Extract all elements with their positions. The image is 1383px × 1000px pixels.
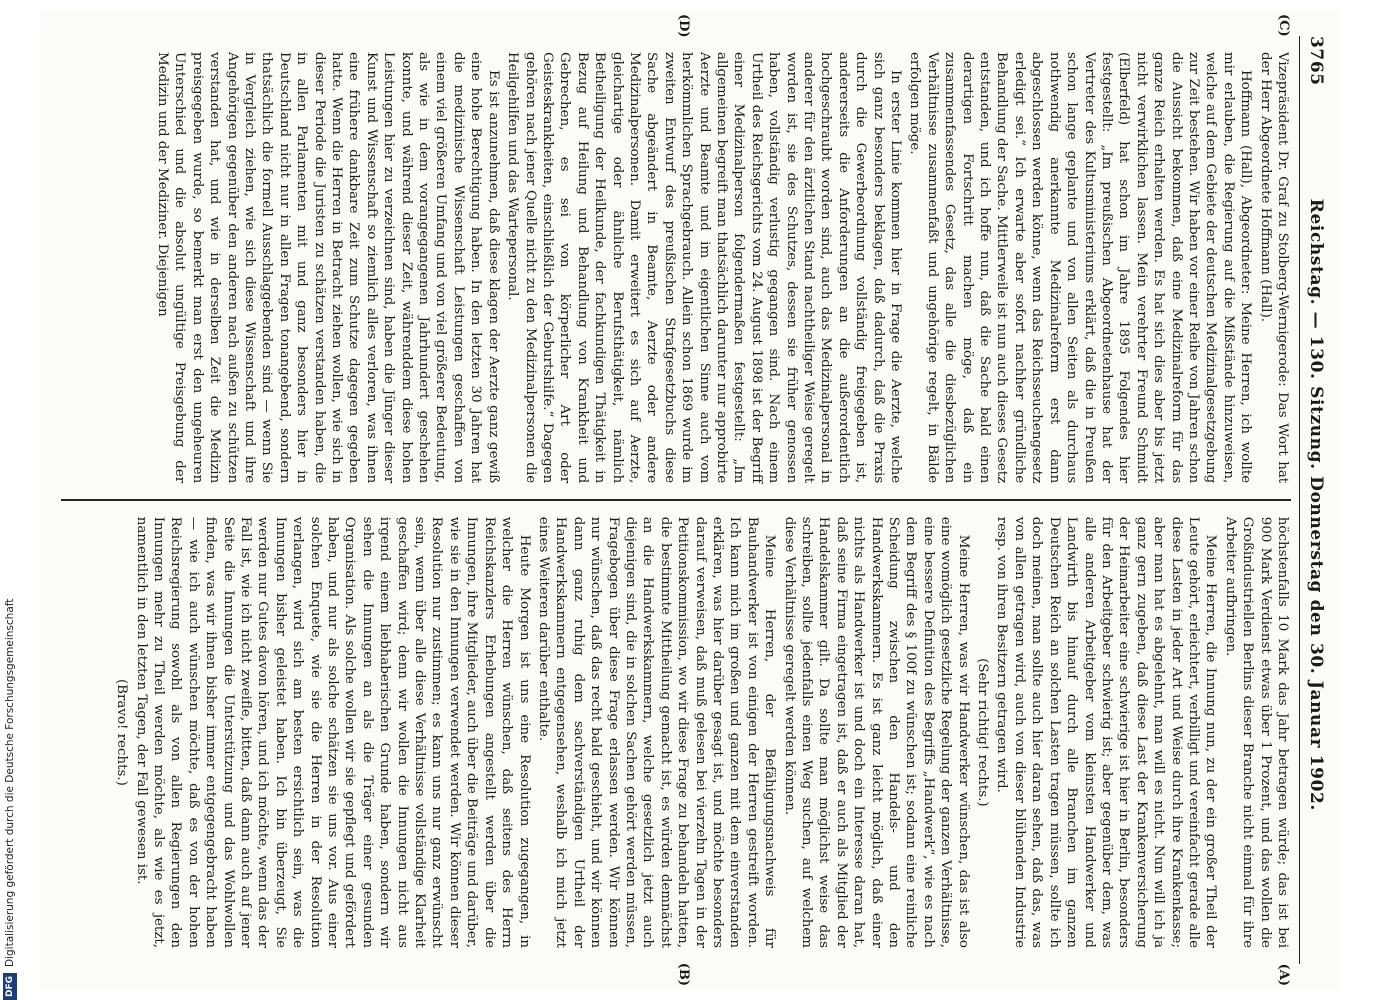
header-rule bbox=[1299, 36, 1300, 964]
page-title: Reichstag. — 130. Sitzung. Donnerstag den 30. Januar 1902. bbox=[1306, 198, 1326, 811]
interjection: (Bravo! rechts.) bbox=[114, 678, 130, 786]
paragraph: Vizepräsident Dr. Graf zu Stolberg-Wernigerode: Das Wort hat der Herr Abgeordnete Hoffmann (Hall). bbox=[1257, 52, 1290, 484]
column-left bbox=[61, 36, 1291, 499]
paragraph: Meine Herren, was wir Handwerker wünschen, das ist also eine womöglich gesetzliche Regelung der ganzen Verhältnisse, eine bessere Definition des Begriffs „Handwerk“, wie es nach dem Begriff des § 100f zu wünschen ist; sodann eine reinliche Scheidung zwischen den Handels- und den Handwerkskammern. Es ist ganz leicht möglich, daß einer nichts als Handwerker ist und doch ein Interesse daran hat, daß seine Firma eingetragen ist, daß er auch als Mitglied der Handelskammer gilt. Da sollte man möglichst weise das schreiben, sollte jedenfalls einen Weg suchen, auf welchem diese Verhältnisse geregelt werden können. bbox=[781, 516, 971, 948]
credit-text: Digitalisierung gefördert durch die Deutsche Forschungsgemeinschaft bbox=[4, 598, 16, 967]
credit-line bbox=[2, 0, 18, 1000]
interjection: (Sehr richtig! rechts.) bbox=[975, 658, 991, 807]
page-number: 3765 bbox=[1306, 36, 1326, 86]
paragraph: Meine Herren, die Innung nun, zu der ein großer Theil der Leute gehört, erleichtert, verbilligt und vereinfacht gerade alle diese Lasten in jeder Art und Weise durch ihre Krankenkasse; aber man hat es abgelehnt, man will es nicht. Nun will ich ja ganz gern zugeben, daß diese Last der Krankenversicherung der Heimarbeiter eine schwierige ist hier in Berlin, besonders für den Arbeitgeber schwierig ist; aber gegenüber dem, was alle anderen Arbeitgeber vom kleinsten Handwerker und Landwirth bis hinauf durch alle Branchen im ganzen Deutschen Reich an solchen Lasten tragen müssen, sollte ich doch meinen, man sollte auch hier daran sehen, daß das, was von allen getragen wird, auch von dieser blühenden Industrie resp. von ihren Besitzern getragen wird. bbox=[994, 516, 1219, 948]
margin-mark-c: (C) bbox=[1276, 14, 1291, 37]
margin-mark-a: (A) bbox=[1276, 963, 1291, 986]
paragraph: Es ist anzunehmen, daß diese klagen der Aerzte ganz gewiß eine hohe Berechtigung haben. In den letzten 30 Jahren hat die medizinische Wissenschaft Leistungen geschaffen von einem viel größeren Umfang und von viel größerer Bedeutung, als wie in dem vorangegangenen Jahrhundert geschehen konnte, und während dieser Zeit, währenddem diese hohen Leistungen hier zu verzeichnen sind, haben die Jünger dieser Kunst und Wissenschaft so ziemlich alles verloren, was ihnen eine frühere dankbare Zeit zum Schutze dagegen gegeben hatte. Wenn die Herren in Betracht ziehen wollen, wie sich in dieser Periode die Juristen zu schätzen verstanden haben, die in allen Parlamenten mit und ganz besonders hier in Deutschland nicht nur in allen Fragen tonangebend, sondern thatsächlich die formell Ausschlaggebenden sind — wenn Sie in Vergleich ziehen, wie sich diese Wissenschaft und ihre Angehörigen gegenüber den anderen nach außen zu schützen verstanden hat, und wie in derselben Zeit die Medizin preisgegeben wurde, so bemerkt man erst den ungeheuren Unterschied und die absolut ungültige Preisgebung der Medizin und der Mediziner. Diejenigen bbox=[155, 52, 501, 484]
paragraph: höchstenfalls 10 Mark das Jahr betragen würde; das ist bei 900 Mark Verdienst etwas über 1 Prozent, und das wollen die Großindustriellen Berlins dieser Branche nicht einmal für ihre Arbeiter aufbringen. bbox=[1222, 516, 1290, 948]
paragraph: Hoffmann (Hall), Abgeordneter: Meine Herren, ich wollte mir erlauben, die Regierung auf die Mißstände hinzuweisen, welche auf dem Gebiete der deutschen Medizinalgesetzgebung zur Zeit bestehen. Wir haben vor einer Reihe von Jahren schon die Aussicht bekommen, daß eine Medizinalreform für das ganze Reich erhalten werden. Es hat sich dies aber bis jetzt nicht verwirklichen lassen. Mein verehrter Freund Schmidt (Elberfeld) hat schon im Jahre 1895 Folgendes hier festgestellt: „Im preußischen Abgeordnetenhause hat der Vertreter des Kultusministeriums erklärt, daß die in Preußen schon lange geplante und von allen Seiten als durchaus nothwendig anerkannte Medizinalreform erst dann abgeschlossen werden könne, wenn das Reichsseuchengesetz erledigt sei.“ Ich erwarte aber sofort nachher gründliche Behandlung der Sache. Mittlerweile ist nun auch dieses Gesetz entstanden, und ich hoffe nun, daß die Sache bald einen derartigen Fortschritt machen möge, daß ein zusammenfassendes Gesetz, das alle die diesbezüglichen Verhältnisse zusammenfaßt und ungehörige regelt, in Bälde erfolgen möge. bbox=[907, 52, 1254, 484]
document-page bbox=[40, 10, 1340, 990]
paragraph: Heute Morgen ist uns eine Resolution zugegangen, in welcher die Herren wünschen, daß seitens des Herrn Reichskanzlers Erhebungen angestellt werden über die Innungen, ihre Mitglieder, auch über die Beiträge und darüber, wie sie in den Innungen verwendet werden. Wir können dieser Resolution nur zustimmen; es kann uns nur ganz erwünscht sein, wenn über alle diese Verhältnisse vollständige Klarheit geschaffen wird; denn wir wollen die Innungen nicht aus irgend einem liebhaberischen Grunde haben, sondern wir sehen die Innungen an als die Träger einer gesunden Organisation. Als solche wollen wir sie gepflegt und gefördert haben, und nur als solche schätzen sie uns vor. Aus einer solchen Enquete, wie sie die Herren in der Resolution verlangen, wird sich am besten ersichtlich sein, was die Innungen bisher geleistet haben. Ich bin überzeugt, Sie werden nur Gutes davon hören, und ich möchte, wenn das der Fall ist, wie ich nicht zweifle, bitten, daß dann auch auf jener Seite die Innungen die Unterstützung und das Wohlwollen finden, was wir ihnen bisher immer entgegengebracht haben — wie ich auch wünschen möchte, daß es von der hohen Reichsregierung sowohl als von allen Regierungen den Innungen mehr zu Theil werden möchte, als wie es jetzt, namentlich in den letzten Tagen, der Fall gewesen ist. bbox=[133, 516, 532, 948]
margin-mark-d: (D) bbox=[676, 14, 691, 38]
paragraph: Meine Herren, der Befähigungsnachweis für Bauhandwerker ist von einigen der Herren gestreift worden. Ich kann mich im großen und ganzen mit dem einverstanden erklären, was hier darüber gesagt ist, und möchte besonders darauf verweisen, daß muß gelesen bei vierzehn Tagen in der Petitionskommission, wo wir diese Frage zu behandeln hatten, die bestimmte Mittheilung gemacht ist, es würden demnächst an die Handwerkskammern, welche gesetzlich jetzt auch diejenigen sind, die in solchen Sachen gehört werden müssen, Fragebogen über diese Frage erlassen werden. Wir können nur wünschen, daß das recht bald geschieht, und wir können dann ganz ruhig dem sachverständigen Urtheil der Handwerkskammern entgegensehen, weshalb ich mich jetzt eines Weiteren darüber enthalte. bbox=[535, 516, 778, 948]
margin-mark-b: (B) bbox=[676, 962, 691, 986]
text-columns bbox=[61, 14, 1291, 986]
paragraph: In erster Linie kommen hier in Frage die Aerzte, welche sich ganz besonders beklagen, daß dadurch, daß die Praxis durch die Gewerbeordnung vollständig freigegeben ist, andererseits die Anforderungen an die außerordentlich hochgeschraubt worden sind, auch das Medizinalpersonal in anderer für den ärztlichen Stand nachtheiliger Weise geregelt worden ist, sie des Schutzes, dessen sie früher genossen haben, vollständig verlustig gegangen sind. Nach einem Urtheil des Reichsgerichts vom 24. August 1898 ist der Begriff einer Medizinalperson folgendermaßen festgestellt: „Im allgemeinen begreift man thatsächlich darunter nur approbirte Aerzte und Beamte und im eigentlichen Sinne auch vom herkömmlichen Sprachgebrauch. Allein schon 1869 wurde im zweiten Entwurf des preußischen Strafgesetzbuchs diese Sache abgeändert in Beamte, Aerzte oder andere Medizinalpersonen. Damit erweitert es sich auf Aerzte, gleichartige oder ähnliche Berufsthätigkeit, nämlich Betheiligung der Heilkunde, der fachkundigen Thätigkeit in Bezug auf Heilung und Behandlung von Krankheit und Gebrechen, es sei von körperlicher Art oder Geisteskrankheiten, einschließlich der Geburtshilfe.“ Dagegen gehören nach jener Quelle nicht zu den Medizinalpersonen die Heilgehilfen und das Wartepersonal. bbox=[505, 52, 904, 484]
column-right bbox=[61, 501, 1291, 964]
credit-strip bbox=[2, 0, 18, 1000]
dfg-logo: DFG bbox=[3, 973, 17, 1000]
page-header bbox=[1306, 36, 1326, 964]
